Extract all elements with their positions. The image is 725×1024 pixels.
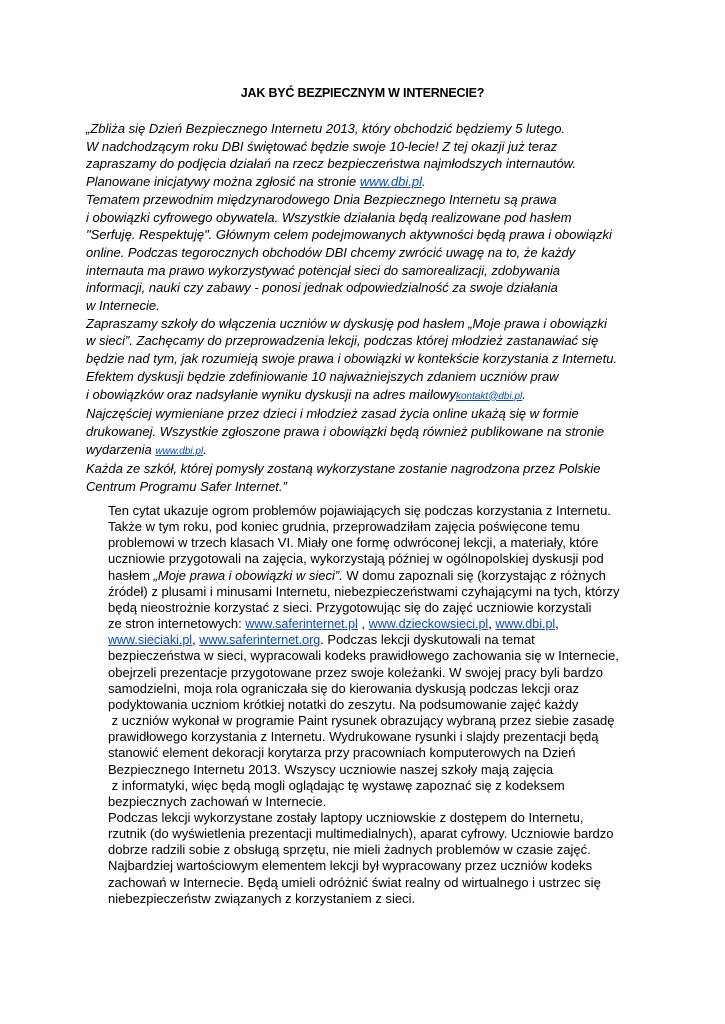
body-line [108, 568, 668, 584]
quote-text: . [522, 386, 526, 402]
body-text: . Podczas lekcji dyskutowali na temat [320, 632, 535, 648]
dbi-link-small[interactable]: www.dbi.pl [155, 445, 204, 457]
body-line: obejrzeli prezentacje przygotowane przez swoje koleżanki. W swojej pracy byli bardzo [108, 664, 603, 680]
quote-line: Efektem dyskusji będzie zdefiniowanie 10 najważniejszych zdaniem uczniów praw [86, 368, 559, 384]
quote-line [86, 441, 666, 461]
quote-line [86, 173, 666, 191]
body-line: stanowić element dekoracji korytarza przy pracowniach komputerowych na Dzień [108, 745, 576, 761]
quote-text: . [422, 174, 426, 190]
quote-text: . [203, 441, 207, 457]
body-line: będą nieostrożnie korzystać z sieci. Przygotowując się do zajęć uczniowie korzystali [108, 599, 592, 615]
quote-line: „Zbliża się Dzień Bezpiecznego Internetu 2013, który obchodzić będziemy 5 lutego. [86, 121, 566, 136]
separator: , [488, 616, 496, 632]
quote-line: w sieci”. Zachęcamy do przeprowadzenia lekcji, podczas której młodzież zastanawiać się [86, 333, 599, 349]
quote-line: online. Podczas tegorocznych obchodów DBI chcemy zwrócić uwagę na to, że każdy [86, 244, 576, 260]
dzieckowsieci-link[interactable]: www.dzieckowsieci.pl [368, 617, 489, 632]
quote-line: Centrum Programu Safer Internet.” [86, 479, 287, 495]
body-line: dobrze radzili sobie z obsługą sprzętu, nie mieli żadnych problemów w czasie zajęć. [108, 842, 591, 858]
body-text: ze stron internetowych: [108, 616, 246, 632]
quote-line [86, 386, 666, 406]
quote-line: Zapraszamy szkoły do włączenia uczniów w dyskusję pod hasłem „Moje prawa i obowiązki [86, 315, 607, 331]
body-line [108, 632, 668, 648]
body-line: źródeł) z plusami i minusami Internetu, niebezpieczeństwami czyhającymi na tych, którzy [108, 583, 620, 599]
body-text: W domu zapoznali się (korzystając z różnych [342, 567, 606, 583]
quote-line: Najczęściej wymieniane przez dzieci i młodzież zasad życia online ukażą się w formie [86, 406, 579, 422]
quote-line: i obowiązki cyfrowego obywatela. Wszystkie działania będą realizowane pod hasłem [86, 209, 572, 225]
body-line [108, 616, 668, 632]
quote-line: W nadchodzącym roku DBI świętować będzie swoje 10-lecie! Z tej okazji już teraz [86, 138, 558, 154]
body-line: uczniowie przygotowali na zajęcia, wykorzystają później w ogólnopolskiej dyskusji pod [108, 551, 604, 567]
body-line: problemowi w trzech klasach VI. Miały one formę odwróconej lekcji, a materiały, które [108, 535, 599, 551]
quote-text: i obowiązków oraz nadsyłanie wyniku dyskusji na adres mailowy [86, 386, 456, 402]
quote-line: będzie nad tym, jak rozumieją swoje prawa i obowiązki w kontekście korzystania z Internetu. [86, 351, 618, 367]
body-line: rzutnik (do wyświetlenia prezentacji multimedialnych), aparat cyfrowy. Uczniowie bardzo [108, 826, 614, 842]
separator: , [192, 632, 200, 648]
quote-line: internauta ma prawo wykorzystywać potencjał sieci do samorealizacji, zdobywania [86, 262, 560, 278]
slogan-text: „Moje prawa i obowiązki w sieci”. [153, 567, 343, 583]
body-line: bezpieczeństwa w sieci, wypracowali kodeks prawidłowego zachowania się w Internecie, [108, 648, 619, 664]
quote-block [86, 120, 666, 496]
separator: , [555, 616, 559, 632]
quote-line: w Internecie. [86, 298, 160, 314]
dbi-body-link[interactable]: www.dbi.pl [495, 617, 556, 632]
body-line: bezpiecznych zachowań w Internecie. [108, 793, 327, 809]
quote-line: Tematem przewodnim międzynarodowego Dnia Bezpiecznego Internetu są prawa [86, 191, 557, 207]
quote-text: Planowane inicjatywy można zgłosić na stronie [86, 174, 360, 190]
body-line: z informatyki, więc będą mogli oglądając tę wystawę zapoznać się z kodeksem [108, 777, 565, 793]
body-line: zachowań w Internecie. Będą umieli odróżnić świat realny od wirtualnego i ustrzec się [108, 874, 601, 890]
body-line: Podczas lekcji wykorzystane zostały laptopy uczniowskie z dostępem do Internetu, [108, 809, 584, 825]
quote-line: "Serfuję. Respektuję". Głównym celem podejmowanych aktywności będą prawa i obowiązki [86, 227, 612, 243]
quote-line: drukowanej. Wszystkie zgłoszone prawa i obowiązki będą również publikowane na stronie [86, 423, 605, 439]
body-line: z uczniów wykonał w programie Paint rysunek obrazujący wybraną przez siebie zasadę [108, 713, 615, 729]
body-line: prawidłowego korzystania z Internetu. Wydrukowane rysunki i slajdy prezentacji będą [108, 729, 599, 745]
body-line: podyktowania uczniom krótkiej notatki do zeszytu. Na podsumowanie zajęć każdy [108, 696, 579, 712]
body-line: Bezpiecznego Internetu 2013. Wszyscy uczniowie naszej szkoły mają zajęcia [108, 761, 554, 777]
body-line: Najbardziej wartościowym elementem lekcji był wypracowany przez uczniów kodeks [108, 858, 593, 874]
dbi-link[interactable]: www.dbi.pl [359, 174, 422, 190]
body-line: niebezpieczeństw związanych z korzystaniem z sieci. [108, 890, 416, 906]
saferinternet-pl-link[interactable]: www.saferinternet.pl [245, 617, 358, 632]
email-link[interactable]: kontakt@dbi.pl [455, 390, 523, 402]
quote-line: zapraszamy do podjęcia działań na rzecz bezpieczeństwa najmłodszych internautów. [86, 156, 576, 172]
quote-line: Każda ze szkół, której pomysły zostaną wykorzystane zostanie nagrodzona przez Polskie [86, 461, 601, 477]
body-line: samodzielni, moja rola ograniczała się do kierowania dyskusją podczas lekcji oraz [108, 680, 580, 696]
body-text: hasłem [108, 567, 154, 583]
saferinternet-org-link[interactable]: www.saferinternet.org [199, 633, 321, 648]
page-title: JAK BYĆ BEZPIECZNYM W INTERNECIE? [240, 86, 485, 100]
separator: , [357, 616, 369, 632]
quote-line: informacji, nauki czy zabawy - ponosi jednak odpowiedzialność za swoje działania [86, 280, 558, 296]
article-body [108, 503, 668, 907]
sieciaki-link[interactable]: www.sieciaki.pl [108, 633, 193, 648]
quote-text: wydarzenia [86, 441, 156, 457]
body-line: Także w tym roku, pod koniec grudnia, przeprowadziłam zajęcia poświęcone temu [108, 519, 580, 535]
body-line: Ten cytat ukazuje ogrom problemów pojawiających się podczas korzystania z Internetu. [108, 503, 611, 518]
